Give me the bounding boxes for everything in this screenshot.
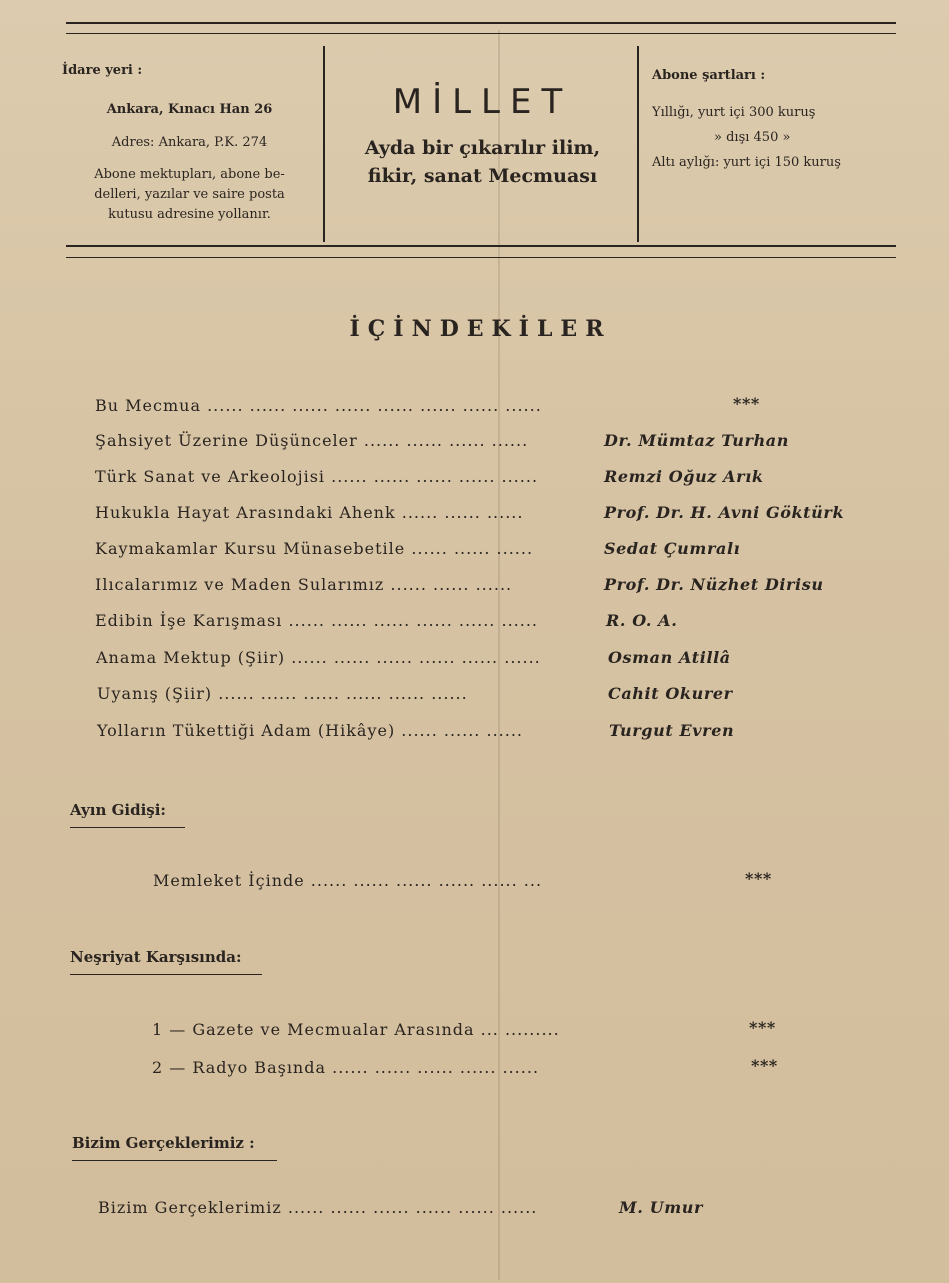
contents-title: İÇİNDEKİLER	[349, 316, 612, 342]
toc-entry	[97, 721, 897, 745]
section-heading-text: Bizim Gerçeklerimiz :	[72, 1134, 255, 1152]
entry-author: Prof. Dr. H. Avni Göktürk	[604, 503, 845, 522]
entry-title: Ilıcalarımız ve Maden Sularımız ...... ...... ......	[95, 575, 513, 594]
entry-author: M. Umur	[619, 1198, 703, 1217]
toc-entry	[152, 1058, 852, 1082]
entry-title: Edibin İşe Karışması ...... ...... ...... ...... ...... ......	[95, 611, 538, 630]
header-divider-left	[323, 46, 325, 242]
mail-note	[62, 165, 317, 225]
toc-entry	[95, 431, 895, 455]
entry-author: Prof. Dr. Nüzhet Dirisu	[604, 575, 824, 594]
section-heading	[70, 801, 166, 819]
administration-block	[62, 60, 317, 225]
entry-title: 1 — Gazete ve Mecmualar Arasında ... .........	[152, 1020, 560, 1039]
entry-title: Bizim Gerçeklerimiz ...... ...... ...... ...... ...... ......	[98, 1198, 538, 1217]
toc-entry	[98, 1198, 898, 1222]
entry-author: Turgut Evren	[609, 721, 735, 740]
mail-note-line: Abone mektupları, abone be-	[94, 167, 285, 182]
section-heading	[72, 1134, 255, 1152]
entry-title: Uyanış (Şiir) ...... ...... ...... ...... ...... ......	[97, 684, 468, 703]
subscription-block	[652, 68, 892, 180]
section-heading-text: Ayın Gidişi:	[70, 801, 166, 819]
mail-note-line: kutusu adresine yollanır.	[108, 207, 271, 222]
toc-entry	[95, 467, 895, 491]
magazine-subtitle	[330, 134, 635, 190]
postal-address: Adres: Ankara, P.K. 274	[111, 135, 268, 150]
entry-author: R. O. A.	[606, 611, 678, 630]
entry-title: Kaymakamlar Kursu Münasebetile ...... ...... ......	[95, 539, 534, 558]
entry-title: Hukukla Hayat Arasındaki Ahenk ...... ...... ......	[95, 503, 524, 522]
entry-author: ***	[733, 394, 760, 413]
entry-title: Anama Mektup (Şiir) ...... ...... ...... ...... ...... ......	[96, 648, 541, 667]
entry-author: ***	[751, 1056, 778, 1075]
entry-author: Osman Atillâ	[608, 648, 731, 667]
subscription-row: Altı aylığı: yurt içi 150 kuruş	[652, 155, 841, 170]
toc-entry	[95, 539, 895, 563]
entry-title: Bu Mecmua ...... ...... ...... ...... ...... ...... ...... ......	[95, 396, 542, 415]
entry-author: Dr. Mümtaz Turhan	[604, 431, 789, 450]
magazine-title: MİLLET	[392, 82, 573, 122]
toc-entry	[152, 1020, 852, 1044]
office-address: Ankara, Kınacı Han 26	[106, 102, 273, 117]
administration-label: İdare yeri :	[62, 63, 143, 78]
header-bottom-rule-thick	[66, 245, 896, 247]
entry-title: Memleket İçinde ...... ...... ...... ...... ...... ...	[153, 871, 543, 890]
entry-author: ***	[745, 869, 772, 888]
subscription-row: » dışı 450 »	[714, 130, 791, 145]
entry-author: Cahit Okurer	[608, 684, 733, 703]
section-underline	[70, 827, 185, 828]
section-underline	[72, 1160, 277, 1161]
toc-entry	[95, 396, 895, 420]
entry-author: Remzi Oğuz Arık	[604, 467, 764, 486]
subtitle-line: Ayda bir çıkarılır ilim,	[364, 137, 601, 159]
toc-entry	[97, 684, 897, 708]
section-heading-text: Neşriyat Karşısında:	[70, 948, 242, 966]
toc-entry	[95, 575, 895, 599]
top-rule-thin	[66, 33, 896, 34]
subscription-row: Yıllığı, yurt içi 300 kuruş	[652, 105, 816, 120]
header-divider-right	[637, 46, 639, 242]
section-heading	[70, 948, 241, 966]
entry-title: Yolların Tükettiği Adam (Hikâye) ...... ...... ......	[97, 721, 523, 740]
entry-author: ***	[749, 1018, 776, 1037]
toc-entry	[95, 611, 895, 635]
mail-note-line: delleri, yazılar ve saire posta	[94, 187, 285, 202]
top-rule-thick	[66, 22, 896, 24]
entry-author: Sedat Çumralı	[604, 539, 741, 558]
masthead	[330, 82, 635, 190]
toc-entry	[153, 871, 853, 895]
subtitle-line: fikir, sanat Mecmuası	[367, 165, 598, 187]
entry-title: Şahsiyet Üzerine Düşünceler ...... ...... ...... ......	[95, 431, 529, 450]
toc-entry	[96, 648, 896, 672]
entry-title: Türk Sanat ve Arkeolojisi ...... ...... ...... ...... ......	[95, 467, 539, 486]
entry-title: 2 — Radyo Başında ...... ...... ...... ...... ......	[152, 1058, 540, 1077]
header-bottom-rule-thin	[66, 257, 896, 258]
toc-entry	[95, 503, 895, 527]
subscription-label: Abone şartları :	[652, 68, 766, 83]
section-underline	[70, 974, 262, 975]
